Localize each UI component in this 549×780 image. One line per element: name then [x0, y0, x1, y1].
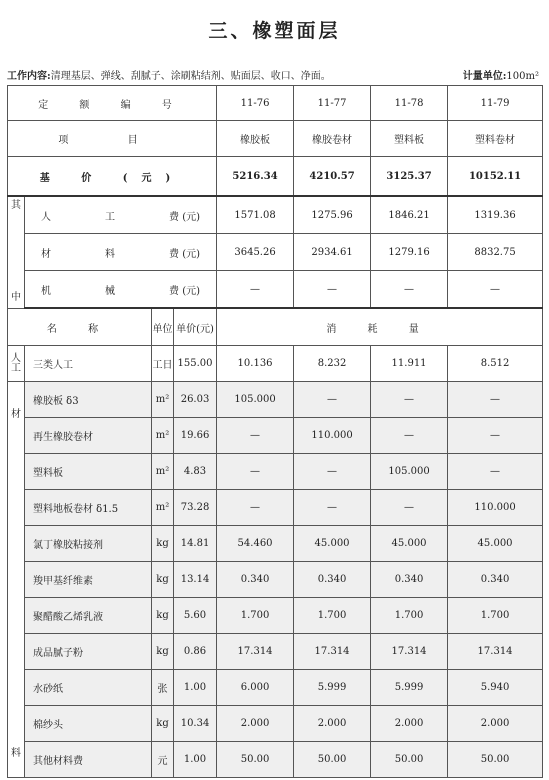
- sub-row-char: 械: [105, 285, 116, 297]
- material-unit: 工日: [152, 346, 174, 382]
- base-price-cell: 10152.11: [448, 157, 543, 197]
- material-row: [8, 382, 543, 418]
- material-unit: kg: [152, 634, 174, 670]
- material-unit: m²: [152, 454, 174, 490]
- sub-value: —: [217, 271, 294, 309]
- sub-value: 1279.16: [371, 234, 448, 271]
- sub-value: —: [371, 271, 448, 309]
- consumption-value: 50.00: [448, 742, 543, 778]
- sub-value: —: [448, 271, 543, 309]
- sub-row-char: 费: [169, 285, 180, 297]
- sub-row-char: 费: [169, 211, 180, 223]
- material-price: 14.81: [174, 526, 217, 562]
- base-price-cell: 4210.57: [294, 157, 371, 197]
- material-name: 羧甲基纤维素: [25, 562, 152, 598]
- sub-row-char: 料: [105, 248, 116, 260]
- sub-row-char: 机: [41, 285, 51, 297]
- consumption-value: —: [217, 418, 294, 454]
- material-row: [8, 526, 543, 562]
- consumption-value: 8.232: [294, 346, 371, 382]
- consumption-value: —: [294, 382, 371, 418]
- sub-row-unit: (元): [182, 248, 201, 260]
- consumption-value: 2.000: [371, 706, 448, 742]
- sub-value: 1319.36: [448, 196, 543, 234]
- work-content: [7, 67, 331, 82]
- work-content-label: 工作内容:: [7, 71, 51, 82]
- material-unit: kg: [152, 562, 174, 598]
- consumption-value: —: [217, 454, 294, 490]
- measure-unit-value: 100m²: [506, 71, 539, 82]
- sub-value: 2934.61: [294, 234, 371, 271]
- material-name: 氯丁橡胶粘接剂: [25, 526, 152, 562]
- material-price: 1.00: [174, 742, 217, 778]
- consumption-value: 1.700: [371, 598, 448, 634]
- code-label: 定 额 编 号: [8, 86, 217, 121]
- labor-side-char: 人: [11, 352, 21, 364]
- material-price: 155.00: [174, 346, 217, 382]
- sub-value: —: [294, 271, 371, 309]
- material-name: 其他材料费: [25, 742, 152, 778]
- quota-table: [7, 85, 543, 778]
- sub-row-char: 工: [105, 211, 116, 223]
- sub-side-char: 中: [11, 292, 21, 303]
- consumption-value: —: [371, 418, 448, 454]
- item-cell: 塑料板: [371, 121, 448, 157]
- sub-value: 1571.08: [217, 196, 294, 234]
- consumption-value: 8.512: [448, 346, 543, 382]
- work-content-text: 清理基层、弹线、刮腻子、涂刷粘结剂、贴面层、收口、净面。: [50, 71, 331, 82]
- code-cell: 11-76: [217, 86, 294, 121]
- material-unit: 张: [152, 670, 174, 706]
- material-price: 10.34: [174, 706, 217, 742]
- consumption-value: 17.314: [294, 634, 371, 670]
- material-row: [8, 454, 543, 490]
- consumption-value: 1.700: [448, 598, 543, 634]
- consumption-value: —: [294, 454, 371, 490]
- consumption-value: 45.000: [371, 526, 448, 562]
- consumption-value: 11.911: [371, 346, 448, 382]
- material-price: 13.14: [174, 562, 217, 598]
- sub-row-char: 费: [169, 248, 180, 260]
- consumption-value: 105.000: [217, 382, 294, 418]
- material-side-label: [8, 382, 25, 778]
- consumption-value: 1.700: [217, 598, 294, 634]
- material-unit: 元: [152, 742, 174, 778]
- material-row: [8, 634, 543, 670]
- material-name: 橡胶板 δ3: [25, 382, 152, 418]
- consumption-value: —: [448, 454, 543, 490]
- code-cell: 11-77: [294, 86, 371, 121]
- sub-value: 3645.26: [217, 234, 294, 271]
- consumption-value: —: [371, 490, 448, 526]
- consumption-value: 2.000: [217, 706, 294, 742]
- consumption-value: 5.940: [448, 670, 543, 706]
- consumption-value: 0.340: [217, 562, 294, 598]
- item-cell: 橡胶板: [217, 121, 294, 157]
- material-name: 三类人工: [25, 346, 152, 382]
- sub-row-unit: (元): [182, 285, 201, 297]
- consumption-value: —: [217, 490, 294, 526]
- material-row: [8, 706, 543, 742]
- material-unit: kg: [152, 598, 174, 634]
- consumption-value: 0.340: [371, 562, 448, 598]
- consumption-header: 消 耗 量: [217, 308, 543, 346]
- material-name: 聚醋酸乙烯乳液: [25, 598, 152, 634]
- material-name: 水砂纸: [25, 670, 152, 706]
- material-name: 塑料板: [25, 454, 152, 490]
- material-row: [8, 418, 543, 454]
- code-cell: 11-78: [371, 86, 448, 121]
- material-side-char: 材: [11, 409, 21, 420]
- item-cell: 塑料卷材: [448, 121, 543, 157]
- consumption-value: 0.340: [448, 562, 543, 598]
- sub-side-char: 其: [11, 200, 21, 211]
- base-price-label: 基 价 (元): [8, 157, 217, 197]
- consumption-value: 50.00: [217, 742, 294, 778]
- consumption-value: 105.000: [371, 454, 448, 490]
- sub-row-label: [25, 271, 217, 309]
- consumption-value: —: [371, 382, 448, 418]
- base-price-cell: 5216.34: [217, 157, 294, 197]
- material-price: 26.03: [174, 382, 217, 418]
- price-header: 单价(元): [174, 308, 217, 346]
- labor-side-char: 工: [11, 362, 21, 374]
- material-name: 成品腻子粉: [25, 634, 152, 670]
- material-name: 塑料地板卷材 δ1.5: [25, 490, 152, 526]
- consumption-value: 6.000: [217, 670, 294, 706]
- material-row: [8, 742, 543, 778]
- material-side-char: 料: [11, 748, 21, 759]
- material-name: 棉纱头: [25, 706, 152, 742]
- name-header: 名 称: [8, 308, 152, 346]
- sub-row-unit: (元): [182, 211, 201, 223]
- material-row: [8, 562, 543, 598]
- material-unit: m²: [152, 418, 174, 454]
- item-cell: 橡胶卷材: [294, 121, 371, 157]
- measure-unit-label: 计量单位:: [462, 71, 507, 82]
- sub-row-label: [25, 234, 217, 271]
- consumption-value: 45.000: [294, 526, 371, 562]
- consumption-value: 45.000: [448, 526, 543, 562]
- consumption-value: 5.999: [294, 670, 371, 706]
- consumption-value: 17.314: [371, 634, 448, 670]
- material-unit: m²: [152, 382, 174, 418]
- code-cell: 11-79: [448, 86, 543, 121]
- consumption-value: 110.000: [294, 418, 371, 454]
- page-title: 三、橡塑面层: [208, 20, 341, 42]
- material-name: 再生橡胶卷材: [25, 418, 152, 454]
- material-row: [8, 670, 543, 706]
- sub-row-char: 材: [41, 248, 51, 260]
- consumption-value: 0.340: [294, 562, 371, 598]
- consumption-value: 17.314: [448, 634, 543, 670]
- material-price: 0.86: [174, 634, 217, 670]
- measure-unit: [463, 67, 539, 82]
- sub-value: 1846.21: [371, 196, 448, 234]
- consumption-value: 110.000: [448, 490, 543, 526]
- consumption-value: 17.314: [217, 634, 294, 670]
- consumption-value: 50.00: [294, 742, 371, 778]
- material-price: 5.60: [174, 598, 217, 634]
- sub-value: 8832.75: [448, 234, 543, 271]
- labor-side-label: [8, 346, 25, 382]
- material-price: 1.00: [174, 670, 217, 706]
- consumption-value: 2.000: [294, 706, 371, 742]
- material-row: [8, 598, 543, 634]
- sub-row-char: 人: [41, 211, 51, 223]
- material-unit: kg: [152, 526, 174, 562]
- material-unit: kg: [152, 706, 174, 742]
- material-price: 73.28: [174, 490, 217, 526]
- material-row: [8, 490, 543, 526]
- consumption-value: 54.460: [217, 526, 294, 562]
- unit-header: 单位: [152, 308, 174, 346]
- consumption-value: 5.999: [371, 670, 448, 706]
- consumption-value: 10.136: [217, 346, 294, 382]
- material-price: 19.66: [174, 418, 217, 454]
- base-price-cell: 3125.37: [371, 157, 448, 197]
- consumption-value: 1.700: [294, 598, 371, 634]
- consumption-value: —: [294, 490, 371, 526]
- sub-row-label: [25, 196, 217, 234]
- consumption-value: 2.000: [448, 706, 543, 742]
- consumption-value: —: [448, 418, 543, 454]
- item-label: 项 目: [8, 121, 217, 157]
- sub-value: 1275.96: [294, 196, 371, 234]
- consumption-value: —: [448, 382, 543, 418]
- consumption-value: 50.00: [371, 742, 448, 778]
- sub-side-label: [8, 196, 25, 308]
- material-unit: m²: [152, 490, 174, 526]
- material-price: 4.83: [174, 454, 217, 490]
